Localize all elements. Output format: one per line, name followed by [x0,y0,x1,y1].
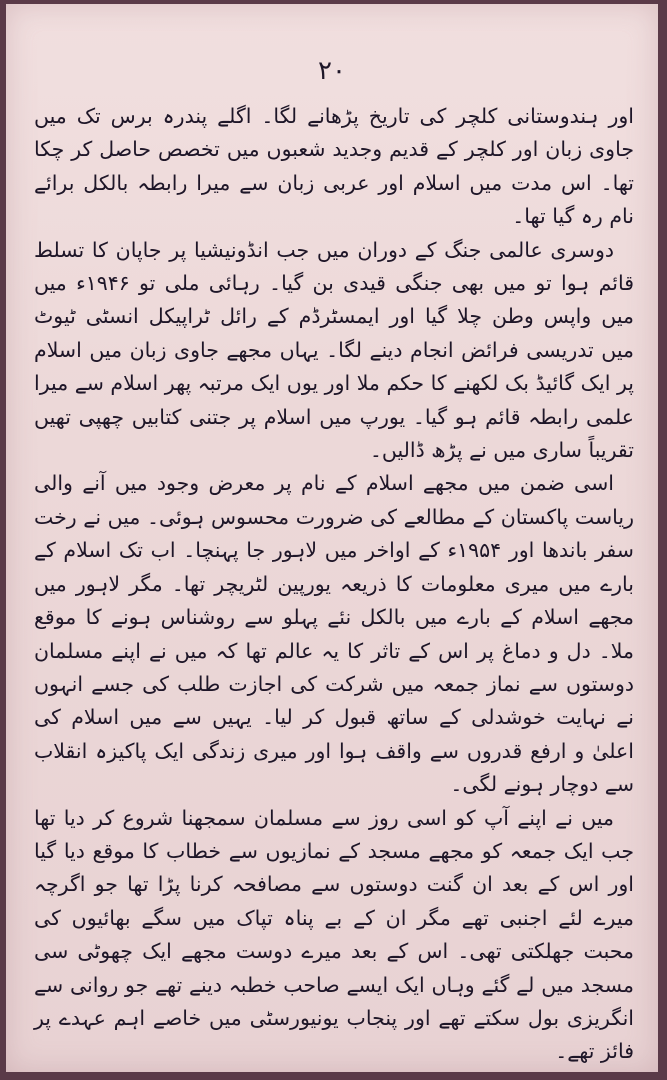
paragraph: دوسری عالمی جنگ کے دوران میں جب انڈونیشیا پر جاپان کا تسلط قائم ہوا تو میں بھی جنگی قیدی بن گیا۔ رہائی ملی تو ۱۹۴۶ء میں میں واپس وطن چلا گیا اور ایمسٹرڈم کے رائل ٹراپیکل انسٹی ٹیوٹ میں تدریسی فرائض انجام دینے لگا۔ یہاں مجھے جاوی زبان میں اسلام پر ایک گائیڈ بک لکھنے کا حکم ملا اور یوں ایک مرتبہ پھر اسلام سے میرا علمی رابطہ قائم ہو گیا۔ یورپ میں اسلام پر جتنی کتابیں چھپی تھیں تقریباً ساری میں نے پڑھ ڈالیں۔ [34,237,634,463]
paragraph: میں نے اپنے آپ کو اسی روز سے مسلمان سمجھنا شروع کر دیا تھا جب ایک جمعہ کو مجھے مسجد کے نمازیوں سے خطاب کا موقع دیا گیا اور اس کے بعد ان گنت دوستوں سے مصافحہ کرنا پڑا تھا جو اگرچہ میرے لئے اجنبی تھے مگر ان کے بے پناہ تپاک میں سگے بھائیوں کی محبت جھلکتی تھی۔ اس کے بعد میرے دوست مجھے ایک چھوٹی سی مسجد میں لے گئے وہاں ایک ایسے صاحب خطبہ دینے تھے جو روانی سے انگریزی بول سکتے تھے اور پنجاب یونیورسٹی میں خاصے اہم عہدے پر فائز تھے۔ [34,805,634,1064]
paragraph: اسی ضمن میں مجھے اسلام کے نام پر معرض وجود میں آنے والی ریاست پاکستان کے مطالعے کی ضرورت محسوس ہوئی۔ میں نے رخت سفر باندھا اور ۱۹۵۴ء کے اواخر میں لاہور جا پہنچا۔ اب تک اسلام کے بارے میں میری معلومات کا ذریعہ یورپین لٹریچر تھا۔ مگر لاہور میں مجھے اسلام کے بارے میں بالکل نئے پہلو سے روشناس ہونے کا موقع ملا۔ دل و دماغ پر اس کے تاثر کا یہ عالم تھا کہ میں نے اپنے مسلمان دوستوں سے نماز جمعہ میں شرکت کی اجازت طلب کی جسے انہوں نے نہایت خوشدلی کے ساتھ قبول کر لیا۔ یہیں سے میں اسلام کی اعلیٰ و ارفع قدروں سے واقف ہوا اور میری زندگی ایک پاکیزہ انقلاب سے دوچار ہونے لگی۔ [34,471,634,797]
paragraph: اور ہندوستانی کلچر کی تاریخ پڑھانے لگا۔ اگلے پندرہ برس تک میں جاوی زبان اور کلچر کے قدیم وجدید شعبوں میں تخصص حاصل کر چکا تھا۔ اس مدت میں اسلام اور عربی زبان سے میرا رابطہ بالکل برائے نام رہ گیا تھا۔ [34,104,634,229]
page-number: ۲۰ [318,56,346,86]
book-page [6,4,658,1072]
page-body-text [34,100,634,1069]
